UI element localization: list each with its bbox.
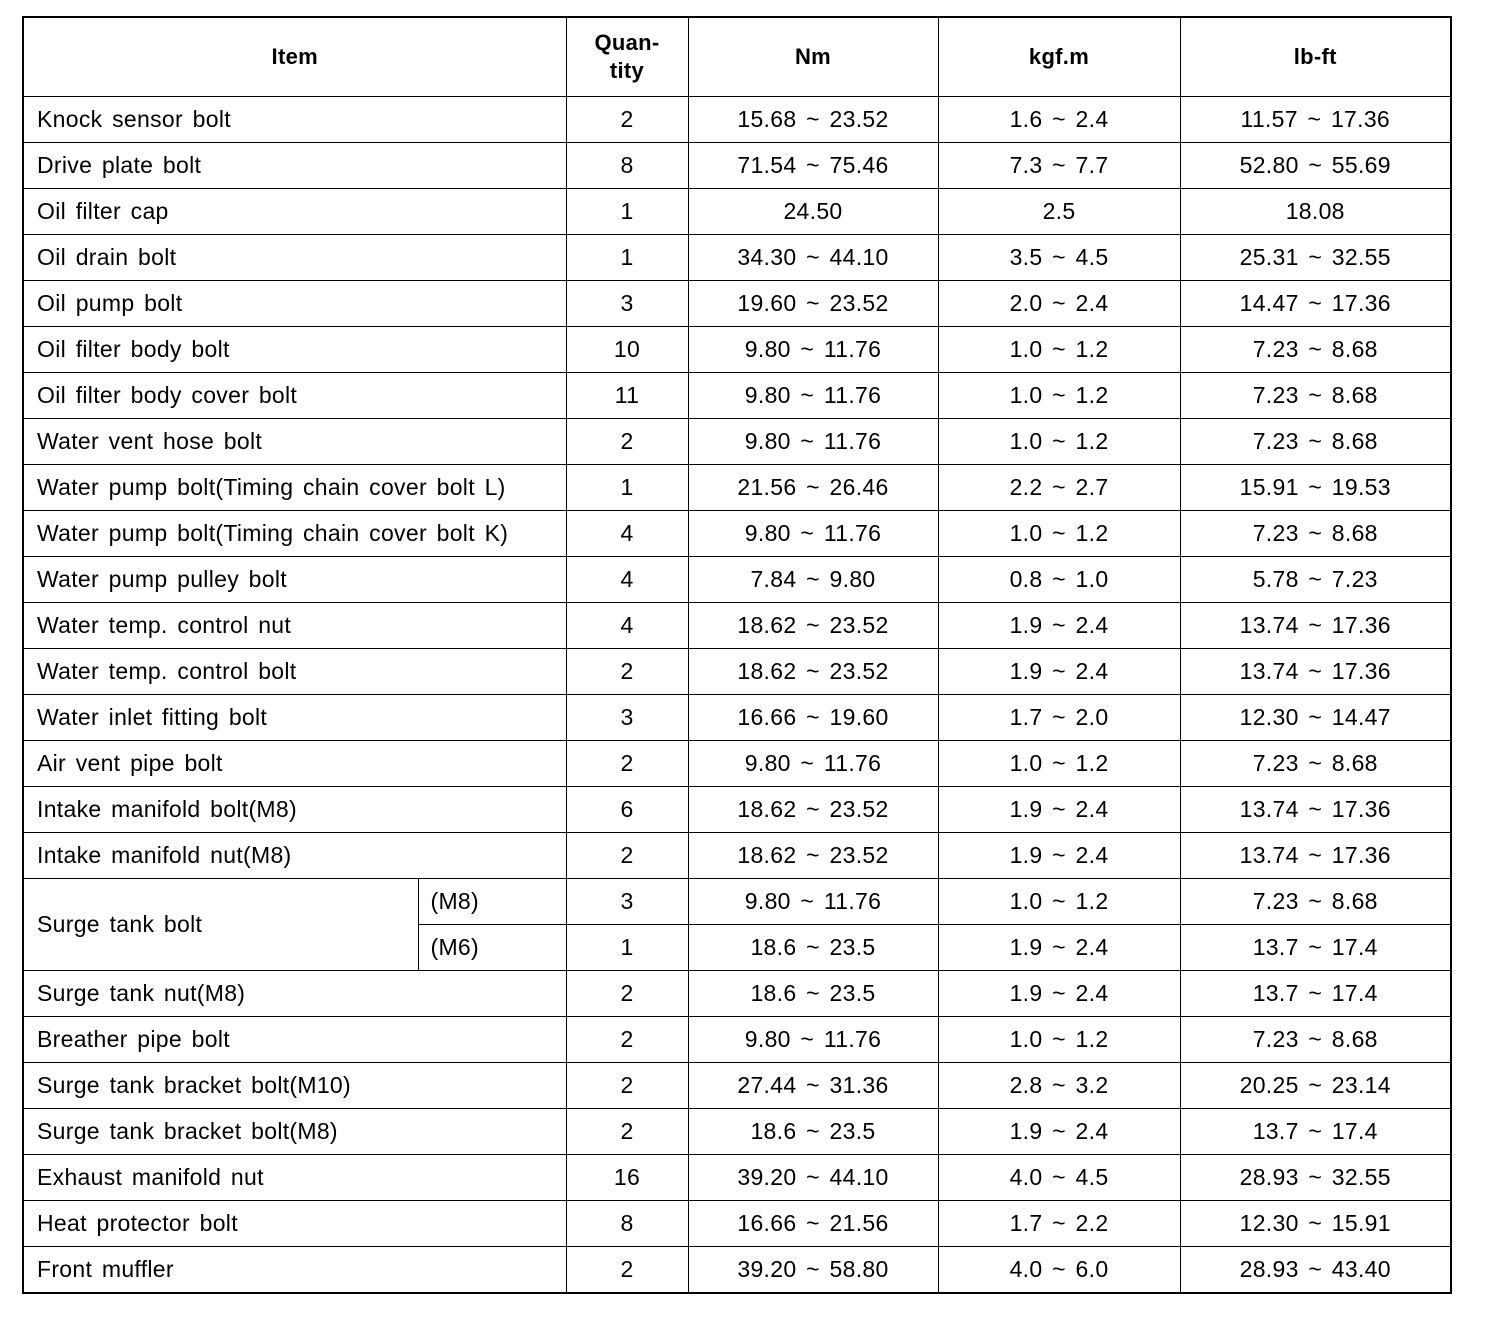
table-row [23,649,1451,695]
quantity-cell: 8 [566,1201,688,1247]
quantity-cell: 10 [566,327,688,373]
header-quantity-line2: tity [609,58,645,83]
nm-cell: 18.6 ~ 23.5 [688,971,938,1017]
nm-cell: 9.80 ~ 11.76 [688,511,938,557]
table-row [23,1247,1451,1294]
kgfm-cell: 1.0 ~ 1.2 [938,373,1180,419]
header-item: Item [23,17,566,97]
item-cell: Water pump pulley bolt [23,557,566,603]
item-cell: Breather pipe bolt [23,1017,566,1063]
table-row [23,235,1451,281]
kgfm-cell: 2.0 ~ 2.4 [938,281,1180,327]
nm-cell: 9.80 ~ 11.76 [688,373,938,419]
item-cell: Oil drain bolt [23,235,566,281]
lbft-cell: 7.23 ~ 8.68 [1180,879,1451,925]
quantity-cell: 4 [566,557,688,603]
kgfm-cell: 1.0 ~ 1.2 [938,511,1180,557]
quantity-cell: 2 [566,1109,688,1155]
quantity-cell: 3 [566,879,688,925]
nm-cell: 18.62 ~ 23.52 [688,603,938,649]
quantity-cell: 3 [566,281,688,327]
item-cell: Front muffler [23,1247,566,1294]
nm-cell: 16.66 ~ 19.60 [688,695,938,741]
quantity-cell: 1 [566,235,688,281]
nm-cell: 21.56 ~ 26.46 [688,465,938,511]
item-cell: Water vent hose bolt [23,419,566,465]
header-nm: Nm [688,17,938,97]
kgfm-cell: 1.9 ~ 2.4 [938,971,1180,1017]
kgfm-cell: 1.0 ~ 1.2 [938,741,1180,787]
item-cell: Exhaust manifold nut [23,1155,566,1201]
kgfm-cell: 1.0 ~ 1.2 [938,327,1180,373]
table-row [23,1109,1451,1155]
table-row [23,511,1451,557]
table-row [23,787,1451,833]
nm-cell: 18.62 ~ 23.52 [688,649,938,695]
nm-cell: 39.20 ~ 58.80 [688,1247,938,1294]
lbft-cell: 5.78 ~ 7.23 [1180,557,1451,603]
kgfm-cell: 2.8 ~ 3.2 [938,1063,1180,1109]
quantity-cell: 4 [566,603,688,649]
nm-cell: 9.80 ~ 11.76 [688,327,938,373]
table-row [23,557,1451,603]
nm-cell: 19.60 ~ 23.52 [688,281,938,327]
lbft-cell: 14.47 ~ 17.36 [1180,281,1451,327]
item-cell: Oil filter body bolt [23,327,566,373]
nm-cell: 27.44 ~ 31.36 [688,1063,938,1109]
nm-cell: 71.54 ~ 75.46 [688,143,938,189]
lbft-cell: 13.74 ~ 17.36 [1180,833,1451,879]
kgfm-cell: 1.9 ~ 2.4 [938,925,1180,971]
table-body [23,97,1451,1294]
lbft-cell: 28.93 ~ 43.40 [1180,1247,1451,1294]
item-cell: Knock sensor bolt [23,97,566,143]
lbft-cell: 12.30 ~ 14.47 [1180,695,1451,741]
table-row [23,465,1451,511]
size-cell: (M8) [418,879,566,925]
table-row [23,281,1451,327]
item-cell: Water pump bolt(Timing chain cover bolt K) [23,511,566,557]
table-row [23,971,1451,1017]
quantity-cell: 2 [566,1247,688,1294]
kgfm-cell: 1.9 ~ 2.4 [938,833,1180,879]
lbft-cell: 18.08 [1180,189,1451,235]
kgfm-cell: 1.0 ~ 1.2 [938,879,1180,925]
lbft-cell: 12.30 ~ 15.91 [1180,1201,1451,1247]
header-quantity-line1: Quan- [594,30,660,55]
header-lbft: lb-ft [1180,17,1451,97]
nm-cell: 18.6 ~ 23.5 [688,1109,938,1155]
quantity-cell: 2 [566,649,688,695]
table-row [23,603,1451,649]
item-cell: Water pump bolt(Timing chain cover bolt L) [23,465,566,511]
table-row [23,189,1451,235]
quantity-cell: 2 [566,97,688,143]
nm-cell: 15.68 ~ 23.52 [688,97,938,143]
table-row [23,97,1451,143]
table-row [23,327,1451,373]
table-row [23,1201,1451,1247]
header-quantity [566,17,688,97]
quantity-cell: 8 [566,143,688,189]
lbft-cell: 7.23 ~ 8.68 [1180,741,1451,787]
item-cell: Surge tank bracket bolt(M10) [23,1063,566,1109]
quantity-cell: 4 [566,511,688,557]
nm-cell: 34.30 ~ 44.10 [688,235,938,281]
kgfm-cell: 1.9 ~ 2.4 [938,649,1180,695]
nm-cell: 18.62 ~ 23.52 [688,787,938,833]
kgfm-cell: 3.5 ~ 4.5 [938,235,1180,281]
item-cell: Water inlet fitting bolt [23,695,566,741]
lbft-cell: 20.25 ~ 23.14 [1180,1063,1451,1109]
table-row [23,419,1451,465]
nm-cell: 16.66 ~ 21.56 [688,1201,938,1247]
item-cell: Oil pump bolt [23,281,566,327]
quantity-cell: 16 [566,1155,688,1201]
header-row [23,17,1451,97]
item-cell: Air vent pipe bolt [23,741,566,787]
nm-cell: 9.80 ~ 11.76 [688,879,938,925]
kgfm-cell: 2.5 [938,189,1180,235]
lbft-cell: 13.74 ~ 17.36 [1180,603,1451,649]
quantity-cell: 11 [566,373,688,419]
table-row [23,695,1451,741]
item-cell: Surge tank bolt [23,879,418,971]
kgfm-cell: 0.8 ~ 1.0 [938,557,1180,603]
kgfm-cell: 7.3 ~ 7.7 [938,143,1180,189]
lbft-cell: 52.80 ~ 55.69 [1180,143,1451,189]
size-cell: (M6) [418,925,566,971]
table-row [23,1017,1451,1063]
item-cell: Oil filter body cover bolt [23,373,566,419]
torque-spec-table [22,16,1452,1294]
quantity-cell: 2 [566,833,688,879]
kgfm-cell: 1.9 ~ 2.4 [938,787,1180,833]
lbft-cell: 13.7 ~ 17.4 [1180,1109,1451,1155]
table-row [23,143,1451,189]
kgfm-cell: 1.7 ~ 2.0 [938,695,1180,741]
table-row [23,1063,1451,1109]
item-cell: Surge tank bracket bolt(M8) [23,1109,566,1155]
kgfm-cell: 1.0 ~ 1.2 [938,1017,1180,1063]
quantity-cell: 1 [566,189,688,235]
quantity-cell: 6 [566,787,688,833]
nm-cell: 18.62 ~ 23.52 [688,833,938,879]
table-row [23,741,1451,787]
nm-cell: 9.80 ~ 11.76 [688,1017,938,1063]
quantity-cell: 1 [566,925,688,971]
nm-cell: 24.50 [688,189,938,235]
item-cell: Intake manifold bolt(M8) [23,787,566,833]
kgfm-cell: 1.9 ~ 2.4 [938,1109,1180,1155]
quantity-cell: 2 [566,1017,688,1063]
nm-cell: 9.80 ~ 11.76 [688,419,938,465]
item-cell: Surge tank nut(M8) [23,971,566,1017]
table-row-surge-tank-bolt [23,879,1451,925]
lbft-cell: 28.93 ~ 32.55 [1180,1155,1451,1201]
quantity-cell: 2 [566,419,688,465]
lbft-cell: 15.91 ~ 19.53 [1180,465,1451,511]
lbft-cell: 25.31 ~ 32.55 [1180,235,1451,281]
lbft-cell: 7.23 ~ 8.68 [1180,511,1451,557]
quantity-cell: 2 [566,1063,688,1109]
lbft-cell: 13.74 ~ 17.36 [1180,649,1451,695]
lbft-cell: 13.74 ~ 17.36 [1180,787,1451,833]
item-cell: Heat protector bolt [23,1201,566,1247]
quantity-cell: 2 [566,971,688,1017]
kgfm-cell: 4.0 ~ 6.0 [938,1247,1180,1294]
item-cell: Water temp. control bolt [23,649,566,695]
lbft-cell: 7.23 ~ 8.68 [1180,373,1451,419]
lbft-cell: 7.23 ~ 8.68 [1180,1017,1451,1063]
quantity-cell: 3 [566,695,688,741]
lbft-cell: 11.57 ~ 17.36 [1180,97,1451,143]
kgfm-cell: 1.0 ~ 1.2 [938,419,1180,465]
kgfm-cell: 1.9 ~ 2.4 [938,603,1180,649]
nm-cell: 18.6 ~ 23.5 [688,925,938,971]
item-cell: Drive plate bolt [23,143,566,189]
table-row [23,833,1451,879]
lbft-cell: 13.7 ~ 17.4 [1180,925,1451,971]
item-cell: Intake manifold nut(M8) [23,833,566,879]
lbft-cell: 7.23 ~ 8.68 [1180,327,1451,373]
quantity-cell: 2 [566,741,688,787]
lbft-cell: 13.7 ~ 17.4 [1180,971,1451,1017]
nm-cell: 9.80 ~ 11.76 [688,741,938,787]
table-row [23,373,1451,419]
kgfm-cell: 4.0 ~ 4.5 [938,1155,1180,1201]
kgfm-cell: 1.6 ~ 2.4 [938,97,1180,143]
item-cell: Oil filter cap [23,189,566,235]
nm-cell: 7.84 ~ 9.80 [688,557,938,603]
kgfm-cell: 2.2 ~ 2.7 [938,465,1180,511]
quantity-cell: 1 [566,465,688,511]
lbft-cell: 7.23 ~ 8.68 [1180,419,1451,465]
item-cell: Water temp. control nut [23,603,566,649]
kgfm-cell: 1.7 ~ 2.2 [938,1201,1180,1247]
nm-cell: 39.20 ~ 44.10 [688,1155,938,1201]
table-row [23,1155,1451,1201]
header-kgfm: kgf.m [938,17,1180,97]
